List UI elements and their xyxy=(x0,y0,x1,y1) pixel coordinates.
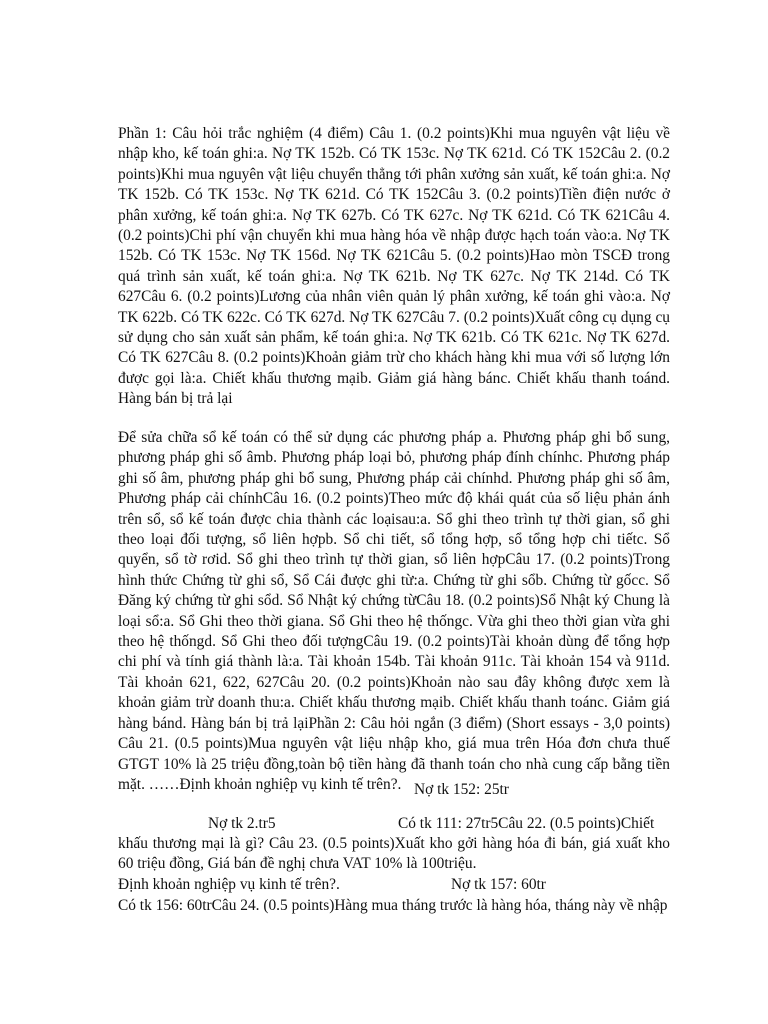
answer-debit-2: Nợ tk 2.tr5 xyxy=(208,815,276,832)
answer-debit-157: Nợ tk 157: 60tr xyxy=(451,876,546,893)
answer-credit-156: Có tk 156: 60trCâu 24. (0.5 points)Hàng mua tháng trước là hàng hóa, tháng này về nhập xyxy=(118,897,668,914)
paragraph-part1-questions: Phần 1: Câu hỏi trắc nghiệm (4 điểm) Câu 1. (0.2 points)Khi mua nguyên vật liệu về nhập kho, kế toán ghi:a. Nợ TK 152b. Có TK 153c. Nợ TK 621d. Có TK 152Câu 2. (0.2 points)Khi mua nguyên vật liệu chuyển thẳng tới phân xưởng sản xuất, kế toán ghi:a. Nợ TK 152b. Có TK 153c. Nợ TK 621d. Có TK 152Câu 3. (0.2 points)Tiền điện nước ở phân xưởng, kế toán ghi:a. Nợ TK 627b. Có TK 627c. Nợ TK 621d. Có TK 621Câu 4. (0.2 points)Chi phí vận chuyển khi mua hàng hóa về nhập được hạch toán vào:a. Nợ TK 152b. Có TK 153c. Nợ TK 156d. Nợ TK 621Câu 5. (0.2 points)Hao mòn TSCĐ trong quá trình sản xuất, kế toán ghi:a. Nợ TK 621b. Nợ TK 627c. Nợ TK 214d. Có TK 627Câu 6. (0.2 points)Lương của nhân viên quản lý phân xưởng, kế toán ghi vào:a. Nợ TK 622b. Có TK 622c. Có TK 627d. Nợ TK 627Câu 7. (0.2 points)Xuất công cụ dụng cụ sử dụng cho sản xuất sản phẩm, kế toán ghi:a. Nợ TK 621b. Có TK 621c. Nợ TK 627d. Có TK 627Câu 8. (0.2 points)Khoản giảm trừ cho khách hàng khi mua với số lượng lớn được gọi là:a. Chiết khấu thương mạib. Giảm giá hàng bánc. Chiết khấu thanh toánd. Hàng bán bị trả lại xyxy=(118,125,670,408)
answer-credit-111: Có tk 111: 27tr5Câu 22. (0.5 points)Chiết xyxy=(398,815,655,832)
paragraph-question-22-23: khấu thương mại là gì? Câu 23. (0.5 points)Xuất kho gởi hàng hóa đi bán, giá xuất kho 60 triệu đồng, Giá bán đề nghị chưa VAT 10% là 100triệu. xyxy=(118,835,670,873)
answer-debit-152: Nợ tk 152: 25tr xyxy=(414,781,509,798)
paragraph-correction-methods: Để sửa chữa sổ kế toán có thể sử dụng các phương pháp a. Phương pháp ghi bổ sung, phương pháp ghi số âmb. Phương pháp loại bỏ, phương pháp đính chínhc. Phương pháp ghi số âm, phương pháp ghi bổ sung, Phương pháp cải chínhd. Phương pháp ghi số âm, Phương pháp cải chínhCâu 16. (0.2 points)Theo mức độ khái quát của số liệu phản ánh trên sổ, sổ kế toán được chia thành các loạisau:a. Sổ ghi theo trình tự thời gian, sổ ghi theo loại đối tượng, sổ liên hợpb. Sổ chi tiết, sổ tổng hợp, sổ tổng hợp chi tiếtc. Sổ quyển, sổ tờ rơid. Sổ ghi theo trình tự thời gian, sổ liên hợpCâu 17. (0.2 points)Trong hình thức Chứng từ ghi sổ, Sổ Cái được ghi từ:a. Chứng từ ghi sổb. Chứng từ gốcc. Sổ Đăng ký chứng từ ghi sổd. Sổ Nhật ký chứng từCâu 18. (0.2 points)Sổ Nhật ký Chung là loại sổ:a. Sổ Ghi theo thời giana. Sổ Ghi theo hệ thốngc. Vừa ghi theo thời gian vừa ghi theo hệ thốngd. Sổ Ghi theo đối tượngCâu 19. (0.2 points)Tài khoản dùng để tổng hợp chi phí và tính giá thành là:a. Tài khoản 154b. Tài khoản 911c. Tài khoản 154 và 911d. Tài khoản 621, 622, 627Câu 20. (0.2 points)Khoản nào sau đây không được xem là khoản giảm trừ doanh thu:a. Chiết khấu thương mạib. Chiết khấu thanh toánc. Giảm giá hàng bánd. Hàng bán bị trả lạiPhần 2: Câu hỏi ngắn (3 điểm) (Short essays - 3,0 points) Câu 21. (0.5 points)Mua nguyên vật liệu nhập kho, giá mua trên Hóa đơn chưa thuế GTGT 10% là 25 triệu đồng,toàn bộ tiền hàng đã thanh toán cho nhà cung cấp bằng tiền mặt. ……Định khoản nghiệp vụ kinh tế trên?. xyxy=(118,429,670,793)
prompt-journal-entry: Định khoản nghiệp vụ kinh tế trên?. xyxy=(118,876,340,893)
